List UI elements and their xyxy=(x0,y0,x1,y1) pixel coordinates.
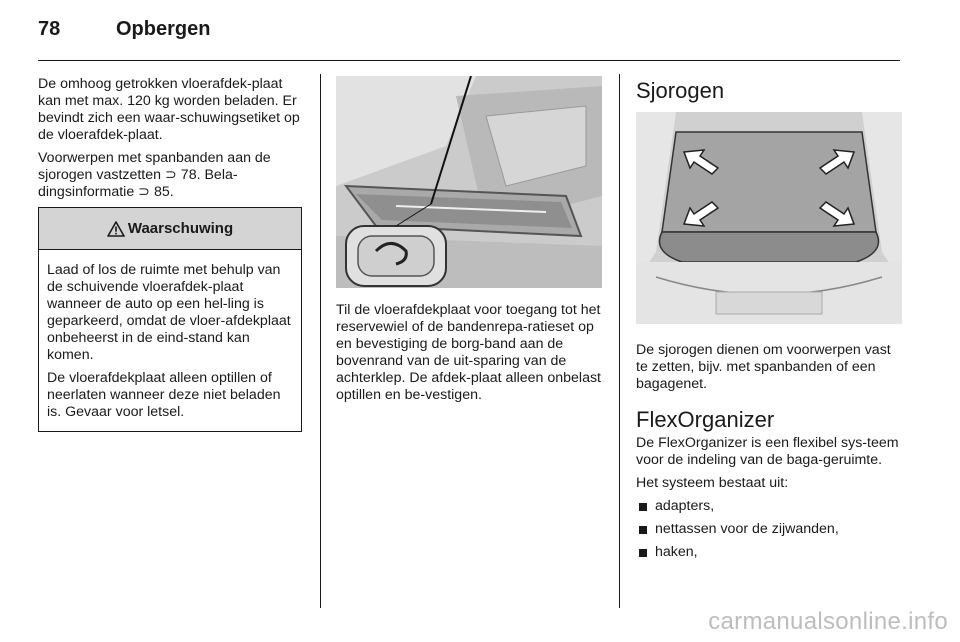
page-header xyxy=(38,16,900,50)
list-item: haken, xyxy=(636,544,902,561)
paragraph: Het systeem bestaat uit: xyxy=(636,475,789,491)
warning-header xyxy=(39,208,301,250)
paragraph: De omhoog getrokken vloerafdek-plaat kan met max. 120 kg worden beladen. Er bevindt zich een waar-schuwingsetiket op de vloerafdek-plaat. xyxy=(38,76,300,143)
section-heading: Sjorogen xyxy=(636,78,725,103)
warning-box xyxy=(38,207,302,432)
page-title: Opbergen xyxy=(116,18,211,40)
bullet-square-icon xyxy=(639,549,647,557)
warning-body xyxy=(39,250,301,431)
list-item: adapters, xyxy=(636,498,902,515)
column-left xyxy=(38,76,304,432)
column-divider xyxy=(619,74,620,608)
column-middle xyxy=(336,76,602,410)
paragraph: Laad of los de ruimte met behulp van de schuivende vloerafdek-plaat wanneer de auto op een hel-ling is geparkeerd, omdat de vloer-afdekplaat onbeheerst in de eind-stand kan komen. xyxy=(47,262,291,363)
header-divider xyxy=(38,60,900,61)
paragraph: De vloerafdekplaat alleen optillen of neerlaten wanneer deze niet beladen is. Gevaar voor letsel. xyxy=(47,370,281,420)
bullet-square-icon xyxy=(639,526,647,534)
warning-title: Waarschuwing xyxy=(127,220,234,237)
watermark: carmanualsonline.info xyxy=(708,608,948,635)
component-list xyxy=(636,498,902,561)
paragraph: De FlexOrganizer is een flexibel sys-teem voor de indeling van de baga-geruimte. xyxy=(636,435,899,468)
list-item: nettassen voor de zijwanden, xyxy=(636,521,902,538)
lashing-eyes-illustration xyxy=(636,112,902,324)
section-heading: FlexOrganizer xyxy=(636,407,775,432)
column-right xyxy=(636,76,902,567)
warning-triangle-icon xyxy=(107,221,125,237)
page-number: 78 xyxy=(38,18,61,40)
bullet-square-icon xyxy=(639,503,647,511)
floor-panel-illustration xyxy=(336,76,602,288)
column-divider xyxy=(320,74,321,608)
paragraph: Voorwerpen met spanbanden aan de sjorogen vastzetten ⊃ 78. Bela-dingsinformatie ⊃ 85. xyxy=(38,150,271,200)
paragraph: De sjorogen dienen om voorwerpen vast te zetten, bijv. met spanbanden of een bagagenet. xyxy=(636,342,891,392)
image-caption: Til de vloerafdekplaat voor toegang tot het reservewiel of de bandenrepa-ratieset op en bevestiging de borg-band aan de bovenrand van de uit-sparing van de achterklep. De afdek-plaat alleen onbelast optillen en be-vestigen. xyxy=(336,302,602,403)
